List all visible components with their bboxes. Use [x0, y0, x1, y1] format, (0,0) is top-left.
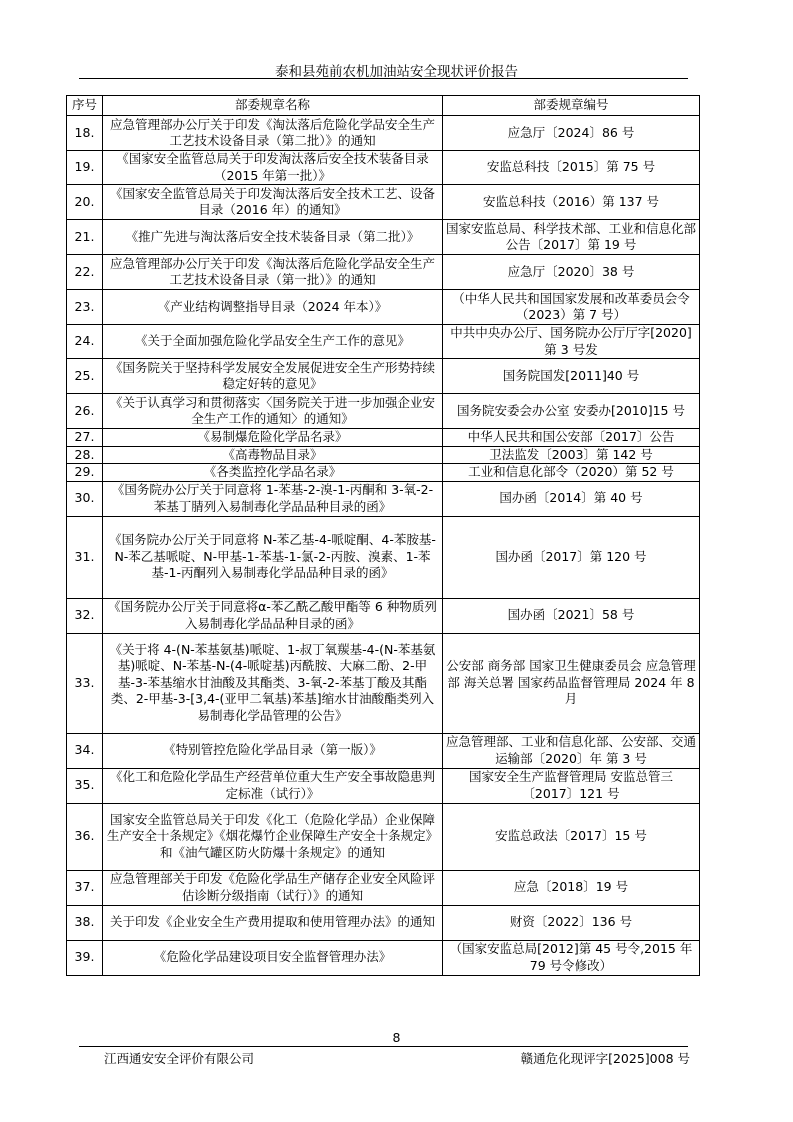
row-number: 27. — [67, 429, 103, 447]
regulation-name: 《关于认真学习和贯彻落实〈国务院关于进一步加强企业安全生产工作的通知〉的通知》 — [103, 394, 443, 429]
row-number: 29. — [67, 464, 103, 482]
regulation-name: 《关于将 4-(N-苯基氨基)哌啶、1-叔丁氧羰基-4-(N-苯基氨基)哌啶、N-苯基-N-(4-哌啶基)丙酰胺、大麻二酚、2-甲基-3-苯基缩水甘油酸及其酯类、3-氧-2-苯基丁酸及其酯类、2-甲基-3-[3,4-(亚甲二氧基)苯基]缩水甘油酸酯类列入易制毒化学品管理的公告》 — [103, 633, 443, 733]
row-number: 39. — [67, 940, 103, 975]
table-row — [67, 255, 700, 290]
regulation-name: 《关于全面加强危险化学品安全生产工作的意见》 — [103, 325, 443, 359]
table-row — [67, 870, 700, 905]
regulation-name: 《国务院办公厅关于同意将α-苯乙酰乙酸甲酯等 6 种物质列入易制毒化学品品种目录的函》 — [103, 598, 443, 633]
row-number: 19. — [67, 151, 103, 185]
table-row — [67, 481, 700, 516]
footer-company: 江西通安安全评价有限公司 — [104, 1051, 255, 1066]
regulation-code: 国务院国发[2011]40 号 — [443, 359, 700, 394]
regulation-name: 《国务院关于坚持科学发展安全发展促进安全生产形势持续稳定好转的意见》 — [103, 359, 443, 394]
row-number: 21. — [67, 220, 103, 255]
row-number: 37. — [67, 870, 103, 905]
table-row — [67, 905, 700, 940]
regulation-name: 《国家安全监管总局关于印发淘汰落后安全技术工艺、设备目录（2016 年）的通知》 — [103, 185, 443, 220]
row-number: 20. — [67, 185, 103, 220]
regulation-code: 财资〔2022〕136 号 — [443, 905, 700, 940]
regulation-code: 应急厅〔2024〕86 号 — [443, 116, 700, 151]
row-number: 24. — [67, 325, 103, 359]
table-row — [67, 516, 700, 598]
table-header-row — [67, 96, 700, 116]
column-header-code: 部委规章编号 — [443, 96, 700, 116]
regulation-name: 应急管理部办公厅关于印发《淘汰落后危险化学品安全生产工艺技术设备目录（第二批）》的通知 — [103, 116, 443, 151]
regulation-code: 卫法监发〔2003〕第 142 号 — [443, 446, 700, 464]
regulation-code: 安监总科技（2016）第 137 号 — [443, 185, 700, 220]
page-number: 8 — [392, 1030, 401, 1045]
regulation-name: 《特别管控危险化学品目录（第一版）》 — [103, 733, 443, 768]
table-row — [67, 733, 700, 768]
regulation-code: 国家安监总局、科学技术部、工业和信息化部公告〔2017〕第 19 号 — [443, 220, 700, 255]
table-row — [67, 290, 700, 325]
regulation-code: 公安部 商务部 国家卫生健康委员会 应急管理部 海关总署 国家药品监督管理局 2024 年 8 月 — [443, 633, 700, 733]
row-number: 25. — [67, 359, 103, 394]
row-number: 32. — [67, 598, 103, 633]
row-number: 38. — [67, 905, 103, 940]
table-row — [67, 359, 700, 394]
table-row — [67, 394, 700, 429]
regulation-name: 《高毒物品目录》 — [103, 446, 443, 464]
regulation-name: 《国务院办公厅关于同意将 N-苯乙基-4-哌啶酮、4-苯胺基-N-苯乙基哌啶、N-甲基-1-苯基-1-氯-2-丙胺、溴素、1-苯基-1-丙酮列入易制毒化学品品种目录的函》 — [103, 516, 443, 598]
table-row — [67, 464, 700, 482]
table-row — [67, 185, 700, 220]
header-divider — [79, 78, 688, 79]
regulation-code: 工业和信息化部令（2020）第 52 号 — [443, 464, 700, 482]
regulation-name: 《危险化学品建设项目安全监督管理办法》 — [103, 940, 443, 975]
regulation-code: 安监总政法〔2017〕15 号 — [443, 803, 700, 870]
regulations-table — [66, 95, 700, 976]
regulation-name: 关于印发《企业安全生产费用提取和使用管理办法》的通知 — [103, 905, 443, 940]
footer-divider — [79, 1046, 688, 1047]
regulation-code: 中共中央办公厅、国务院办公厅厅字[2020]第 3 号发 — [443, 325, 700, 359]
regulation-name: 国家安全监管总局关于印发《化工（危险化学品）企业保障生产安全十条规定》《烟花爆竹企业保障生产安全十条规定》和《油气罐区防火防爆十条规定》的通知 — [103, 803, 443, 870]
table-row — [67, 598, 700, 633]
regulation-name: 应急管理部关于印发《危险化学品生产储存企业安全风险评估诊断分级指南（试行）》的通知 — [103, 870, 443, 905]
regulation-code: 应急管理部、工业和信息化部、公安部、交通运输部〔2020〕年 第 3 号 — [443, 733, 700, 768]
regulation-name: 《化工和危险化学品生产经营单位重大生产安全事故隐患判定标准（试行）》 — [103, 768, 443, 803]
row-number: 23. — [67, 290, 103, 325]
page-header-title: 泰和县苑前农机加油站安全现状评价报告 — [275, 64, 518, 80]
row-number: 28. — [67, 446, 103, 464]
regulation-code: 中华人民共和国公安部〔2017〕公告 — [443, 429, 700, 447]
row-number: 34. — [67, 733, 103, 768]
regulation-code: 应急〔2018〕19 号 — [443, 870, 700, 905]
regulation-code: 国办函〔2017〕第 120 号 — [443, 516, 700, 598]
table-row — [67, 116, 700, 151]
regulation-name: 《国务院办公厅关于同意将 1-苯基-2-溴-1-丙酮和 3-氧-2-苯基丁腈列入易制毒化学品品种目录的函》 — [103, 481, 443, 516]
regulation-code: 应急厅〔2020〕38 号 — [443, 255, 700, 290]
regulation-code: 国办函〔2021〕58 号 — [443, 598, 700, 633]
regulation-name: 《产业结构调整指导目录（2024 年本）》 — [103, 290, 443, 325]
table-row — [67, 220, 700, 255]
table-row — [67, 325, 700, 359]
regulation-name: 《各类监控化学品名录》 — [103, 464, 443, 482]
regulation-code: 安监总科技〔2015〕第 75 号 — [443, 151, 700, 185]
regulation-code: 国办函〔2014〕第 40 号 — [443, 481, 700, 516]
table-row — [67, 768, 700, 803]
table-row — [67, 940, 700, 975]
regulation-name: 《易制爆危险化学品名录》 — [103, 429, 443, 447]
regulation-name: 《推广先进与淘汰落后安全技术装备目录（第二批）》 — [103, 220, 443, 255]
row-number: 18. — [67, 116, 103, 151]
table-row — [67, 803, 700, 870]
row-number: 35. — [67, 768, 103, 803]
regulation-code: （中华人民共和国国家发展和改革委员会令（2023）第 7 号） — [443, 290, 700, 325]
regulation-name: 应急管理部办公厅关于印发《淘汰落后危险化学品安全生产工艺技术设备目录（第一批）》的通知 — [103, 255, 443, 290]
regulation-code: 国家安全生产监督管理局 安监总管三〔2017〕121 号 — [443, 768, 700, 803]
row-number: 26. — [67, 394, 103, 429]
regulation-code: 国务院安委会办公室 安委办[2010]15 号 — [443, 394, 700, 429]
row-number: 22. — [67, 255, 103, 290]
row-number: 31. — [67, 516, 103, 598]
row-number: 30. — [67, 481, 103, 516]
table-row — [67, 446, 700, 464]
regulation-code: （国家安监总局[2012]第 45 号令,2015 年 79 号令修改） — [443, 940, 700, 975]
table-row — [67, 633, 700, 733]
table-row — [67, 429, 700, 447]
column-header-number: 序号 — [67, 96, 103, 116]
table-row — [67, 151, 700, 185]
footer-report-number: 赣通危化现评字[2025]008 号 — [520, 1051, 690, 1066]
column-header-name: 部委规章名称 — [103, 96, 443, 116]
regulation-name: 《国家安全监管总局关于印发淘汰落后安全技术装备目录（2015 年第一批）》 — [103, 151, 443, 185]
row-number: 36. — [67, 803, 103, 870]
row-number: 33. — [67, 633, 103, 733]
